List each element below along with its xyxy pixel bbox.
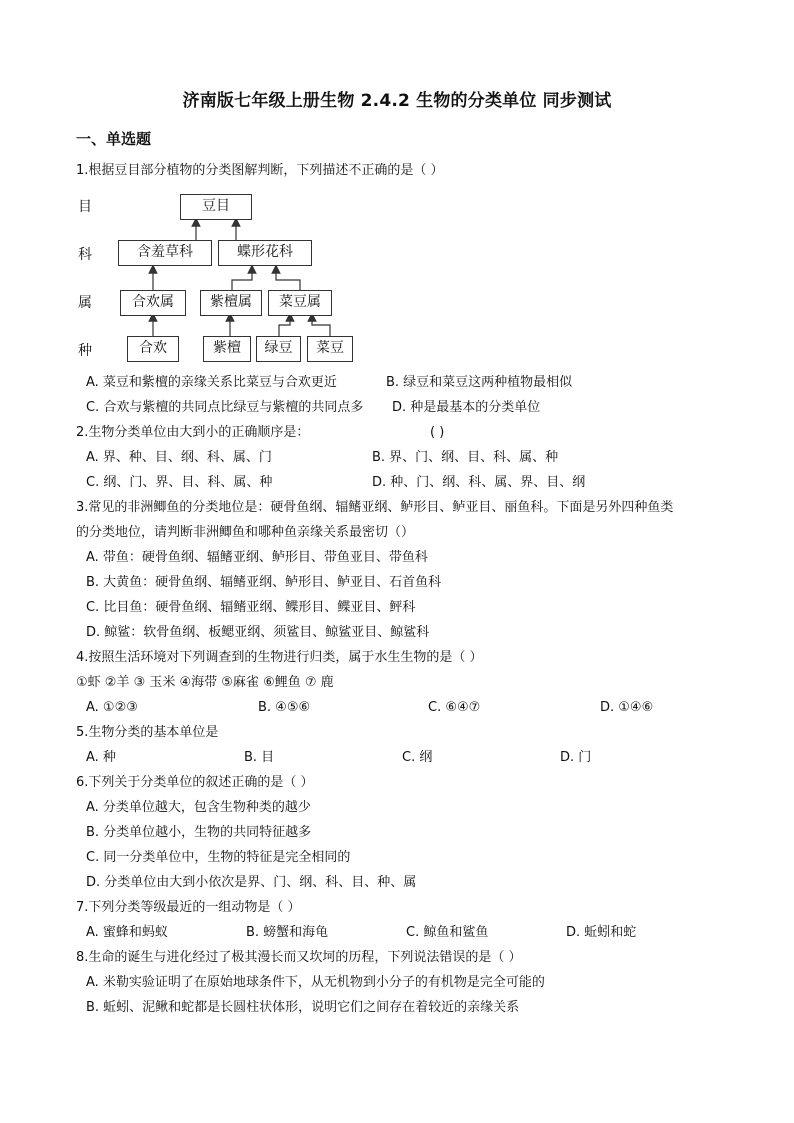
question-6-stem: 6.下列关于分类单位的叙述正确的是（ ） [76, 775, 314, 790]
question-8-option-a: A. 米勒实验证明了在原始地球条件下，从无机物到小分子的有机物是完全可能的 [86, 975, 545, 990]
question-2-stem: 2.生物分类单位由大到小的正确顺序是： [76, 425, 310, 440]
arrow-genus3-family2 [276, 269, 300, 290]
question-1-option-a: A. 菜豆和紫檀的亲缘关系比菜豆与合欢更近 [86, 375, 337, 390]
taxon-species-box: 紫檀 [203, 336, 251, 362]
question-6-option-d: D. 分类单位由大到小依次是界、门、纲、科、目、种、属 [86, 875, 417, 890]
question-3-option-d: D. 鲸鲨：软骨鱼纲、板鳃亚纲、须鲨目、鲸鲨亚目、鲸鲨科 [86, 625, 430, 640]
question-5-stem: 5.生物分类的基本单位是 [76, 725, 219, 740]
taxon-species-box: 菜豆 [307, 336, 353, 362]
question-6-option-c: C. 同一分类单位中，生物的特征是完全相同的 [86, 850, 351, 865]
rank-label-genus: 属 [78, 295, 92, 311]
arrow-species3-genus3 [279, 317, 290, 336]
question-7-option-c: C. 鲸鱼和鲨鱼 [406, 925, 489, 940]
question-2-paren: ( ) [430, 425, 445, 440]
rank-label-family: 科 [78, 247, 92, 263]
question-8-stem: 8.生命的诞生与进化经过了极其漫长而又坎坷的历程，下列说法错误的是（ ） [76, 950, 522, 965]
question-3-option-b: B. 大黄鱼：硬骨鱼纲、辐鳍亚纲、鲈形目、鲈亚目、石首鱼科 [86, 575, 442, 590]
rank-label-order: 目 [78, 199, 92, 215]
question-3-stem-line-1: 3.常见的非洲鲫鱼的分类地位是：硬骨鱼纲、辐鳍亚纲、鲈形目、鲈亚目、丽鱼科。下面是另外四种鱼类 [76, 500, 674, 515]
taxon-family-box: 含羞草科 [118, 240, 212, 266]
question-1-option-d: D. 种是最基本的分类单位 [392, 400, 541, 415]
question-4-option-b: B. ④⑤⑥ [258, 700, 311, 715]
taxon-genus-box: 紫檀属 [200, 290, 262, 316]
question-4-option-d: D. ①④⑥ [600, 700, 654, 715]
question-1-stem: 1.根据豆目部分植物的分类图解判断，下列描述不正确的是（ ） [76, 163, 444, 178]
taxon-order-box: 豆目 [180, 194, 252, 220]
question-2-option-a: A. 界、种、目、纲、科、属、门 [86, 450, 272, 465]
section-heading: 一、单选题 [76, 130, 152, 148]
question-4-stem: 4.按照生活环境对下列调查到的生物进行归类，属于水生生物的是（ ） [76, 650, 483, 665]
question-2-option-d: D. 种、门、纲、科、属、界、目、纲 [372, 475, 586, 490]
taxon-genus-box: 菜豆属 [268, 290, 332, 316]
taxon-family-box: 蝶形花科 [218, 240, 312, 266]
question-4-option-a: A. ①②③ [86, 700, 138, 715]
question-6-option-b: B. 分类单位越小，生物的共同特征越多 [86, 825, 312, 840]
question-4-items: ①虾 ②羊 ③ 玉米 ④海带 ⑤麻雀 ⑥鲤鱼 ⑦ 鹿 [76, 675, 334, 690]
rank-label-species: 种 [78, 343, 92, 359]
question-7-option-b: B. 螃蟹和海龟 [246, 925, 329, 940]
question-3-stem-line-2: 的分类地位，请判断非洲鲫鱼和哪种鱼亲缘关系最密切（） [76, 525, 415, 540]
taxon-species-box: 绿豆 [256, 336, 301, 362]
question-8-option-b: B. 蚯蚓、泥鳅和蛇都是长圆柱状体形，说明它们之间存在着较近的亲缘关系 [86, 1000, 520, 1015]
question-5-option-b: B. 目 [244, 750, 275, 765]
question-3-option-c: C. 比目鱼：硬骨鱼纲、辐鳍亚纲、鲽形目、鲽亚目、鲆科 [86, 600, 416, 615]
question-5-option-c: C. 纲 [402, 750, 433, 765]
question-2-option-b: B. 界、门、纲、目、科、属、种 [372, 450, 559, 465]
question-5-option-d: D. 门 [560, 750, 592, 765]
question-7-option-a: A. 蜜蜂和蚂蚁 [86, 925, 168, 940]
taxon-genus-box: 合欢属 [120, 290, 186, 316]
question-1-option-b: B. 绿豆和菜豆这两种植物最相似 [386, 375, 573, 390]
question-6-option-a: A. 分类单位越大，包含生物种类的越少 [86, 800, 311, 815]
question-5-option-a: A. 种 [86, 750, 116, 765]
question-7-stem: 7.下列分类等级最近的一组动物是（ ） [76, 900, 301, 915]
question-7-option-d: D. 蚯蚓和蛇 [566, 925, 637, 940]
arrow-genus2-family2 [232, 269, 252, 290]
question-2-option-c: C. 纲、门、界、目、科、属、种 [86, 475, 273, 490]
arrow-species4-genus3 [312, 317, 330, 336]
question-4-option-c: C. ⑥④⑦ [428, 700, 481, 715]
taxon-species-box: 合欢 [127, 336, 179, 362]
question-1-option-c: C. 合欢与紫檀的共同点比绿豆与紫檀的共同点多 [86, 400, 364, 415]
diagram-arrows [0, 0, 794, 400]
page-title: 济南版七年级上册生物 2.4.2 生物的分类单位 同步测试 [182, 91, 612, 111]
question-3-option-a: A. 带鱼：硬骨鱼纲、辐鳍亚纲、鲈形目、带鱼亚目、带鱼科 [86, 550, 428, 565]
